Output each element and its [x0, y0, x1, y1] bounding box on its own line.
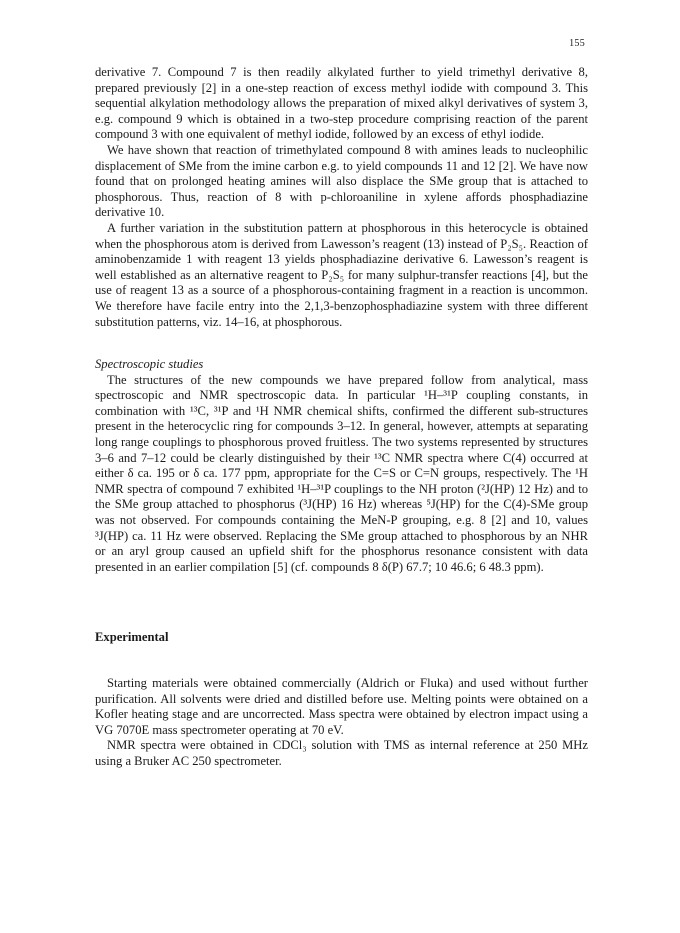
paragraph-lawesson-reagent: A further variation in the substitution pattern at phosphorous in this heterocycle is obtained when the phosphorous atom is derived from Lawesson’s reagent (13) instead of P₂S₅. Reaction of aminobenzamide 1 with reagent 13 yields phosphadiazine derivative 6. Lawesson’s reagent is well established as an alternative reagent to P₂S₅ for many sulphur-transfer reactions [4], but the use of reagent 13 as a source of a phosphorous-containing fragment in a reaction is uncommon. We therefore have facile entry into the 2,1,3-benzophosphadiazine system with three different substitution patterns, viz. 14–16, at phosphorous. [95, 220, 588, 329]
paragraph-spectroscopic: The structures of the new compounds we have prepared follow from analytical, mass spectroscopic and NMR spectroscopic data. In particular ¹H–³¹P coupling constants, in combination with ¹³C, ³¹P and ¹H NMR chemical shifts, confirmed the different sub-structures present in the heterocyclic ring for compounds 3–12. In general, however, attempts at separating long range couplings to phosphorous proved fruitless. The two systems represented by structures 3–6 and 7–12 could be clearly distinguished by their ¹³C NMR spectra where C(4) occurred at either δ ca. 195 or δ ca. 177 ppm, appropriate for the C=S or C=N groups, respectively. The ¹H NMR spectra of compound 7 exhibited ¹H–³¹P couplings to the NH proton (²J(HP) 12 Hz) and to the SMe group attached to phosphorus (³J(HP) 16 Hz) whereas ⁵J(HP) for the C(4)-SMe group was not observed. For compounds containing the MeN-P grouping, e.g. 8 [2] and 10, values ³J(HP) ca. 11 Hz were observed. Replacing the SMe group attached to phosphorous by an NHR or an aryl group caused an upfield shift for the phosphorus resonance consistent with data presented in an earlier compilation [5] (cf. compounds 8 δ(P) 67.7; 10 46.6; 6 48.3 ppm). [95, 372, 588, 574]
paragraph-alkylation: derivative 7. Compound 7 is then readily alkylated further to yield trimethyl derivative 8, prepared previously [2] in a one-step reaction of excess methyl iodide with compound 3. This sequential alkylation methodology allows the preparation of mixed alkyl derivatives of system 3, e.g. compound 9 which is obtained in a two-step procedure comprising reaction of the parent compound 3 with one equivalent of methyl iodide, followed by an excess of ethyl iodide. [95, 65, 588, 142]
article-body [95, 65, 588, 770]
paragraph-amine-displacement: We have shown that reaction of trimethylated compound 8 with amines leads to nucleophilic displacement of SMe from the imine carbon e.g. to yield compounds 11 and 12 [2]. We have now found that on prolonged heating amines will also displace the SMe group that is attached to phosphorous. Thus, reaction of 8 with p-chloroaniline in xylene affords phosphadiazine derivative 10. [95, 142, 588, 220]
paragraph-materials: Starting materials were obtained commercially (Aldrich or Fluka) and used without further purification. All solvents were dried and distilled before use. Melting points were obtained on a Kofler heating stage and are uncorrected. Mass spectra were obtained by electron impact using a VG 7070E mass spectrometer operating at 70 eV. [95, 676, 588, 737]
spectroscopic-studies-heading: Spectroscopic studies [95, 357, 204, 372]
page-number: 155 [569, 38, 585, 49]
experimental-heading: Experimental [95, 630, 169, 645]
paragraph-nmr-method: NMR spectra were obtained in CDCl₃ solution with TMS as internal reference at 250 MHz using a Bruker AC 250 spectrometer. [95, 738, 588, 768]
